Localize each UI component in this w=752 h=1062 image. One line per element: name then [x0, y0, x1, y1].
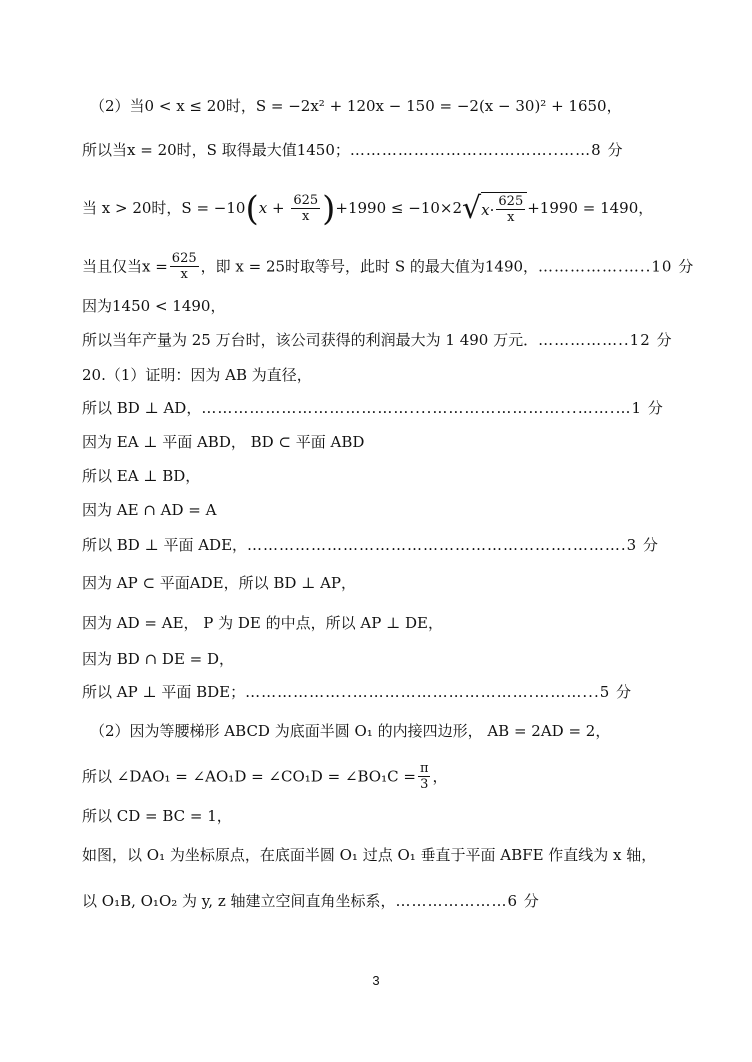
line-ea-perp-plane: 因为 EA ⊥ 平面 ABD， BD ⊂ 平面 ABD [82, 433, 365, 451]
score-dots: …………………6 分 [395, 892, 540, 910]
fraction-625-over-x-2: $\frac{625}{x}$ [498, 194, 524, 226]
line-compare: 因为1450 < 1490， [82, 297, 226, 315]
fraction-625-over-x [291, 194, 320, 225]
line-ea-perp-bd: 所以 EA ⊥ BD， [82, 467, 201, 485]
line-ap-perp-de: 因为 AD = AE， P 为 DE 的中点，所以 AP ⊥ DE， [82, 614, 443, 632]
score-dots: …………………………………………………….……….3 分 [247, 536, 659, 554]
line-ap-perp-bde [82, 683, 632, 701]
text: 当且仅当x = [82, 257, 168, 276]
text: 所以 ∠DAO₁ = ∠AO₁D = ∠CO₁D = ∠BO₁C = [82, 767, 416, 786]
score-dots: ……………..12 分 [538, 331, 673, 349]
text: ，即 x = 25时取等号，此时 S 的最大值为1490， [200, 257, 539, 276]
text: 所以当年产量为 25 万台时，该公司获得的利润最大为 1 490 万元． [82, 331, 539, 349]
line-axes [82, 892, 540, 910]
line-equality-x25 [82, 252, 694, 283]
line-bd-perp-ade [82, 536, 659, 554]
line-max-1450 [82, 141, 624, 159]
text: 所以 BD ⊥ 平面 ADE， [82, 536, 248, 554]
text: ， [432, 767, 448, 786]
sqrt-expression: √ x · $\frac{625}{x}$ [462, 192, 527, 226]
frac-den: x [302, 208, 310, 224]
line-cd-bc: 所以 CD = BC = 1， [82, 807, 232, 825]
line-coordinate-setup: 如图，以 O₁ 为坐标原点，在底面半圆 O₁ 过点 O₁ 垂直于平面 ABFE 作直线为 x 轴， [82, 846, 657, 864]
text: +1990 ≤ −10×2 [335, 199, 463, 217]
line-angles [82, 762, 448, 793]
text: 以 O₁B, O₁O₂ 为 y, z 轴建立空间直角坐标系， [82, 892, 396, 910]
fraction-pi-over-3: $\frac{\pi}{3}$ [419, 761, 429, 793]
line-case-x-gt-20: 当 x > 20时，S = −10(x + $\frac{625}{x}$ )+1990 ≤ −10×2 √ x · $\frac{625}{x}$ +1990 = 1490， [82, 189, 654, 229]
text: 所以 AP ⊥ 平面 BDE； [82, 683, 246, 701]
left-paren: ( [245, 189, 259, 229]
score-dots: …………………………………....……………………...…….…1 分 [201, 399, 664, 417]
line-bd-perp-ad [82, 399, 664, 417]
line-ap-in-ade: 因为 AP ⊂ 平面ADE，所以 BD ⊥ AP， [82, 574, 356, 592]
page-number: 3 [372, 973, 380, 988]
score-dots: ………………..…………………………….………...5 分 [245, 683, 633, 701]
score-dots: ……………………….………..……8 分 [349, 141, 624, 159]
line-conclusion-19 [82, 331, 673, 349]
frac-num: 625 [293, 192, 319, 208]
line-q20-start: 20.（1）证明：因为 AB 为直径， [82, 366, 312, 384]
text: +1990 = 1490， [527, 199, 654, 217]
score-dots: …………….…..10 分 [538, 257, 695, 276]
fraction-625-over-x-3: $\frac{625}{x}$ [171, 251, 197, 283]
line-bd-cap-de: 因为 BD ∩ DE = D， [82, 650, 235, 668]
line-case2-quadratic: （2）当0 < x ≤ 20时，S = −2x² + 120x − 150 = −2(x − 30)² + 1650， [90, 97, 622, 115]
text: 当 x > 20时，S = −10 [82, 199, 246, 217]
text: 所以当x = 20时，S 取得最大值1450； [82, 141, 350, 159]
line-part2-trapezoid: （2）因为等腰梯形 ABCD 为底面半圆 O₁ 的内接四边形， AB = 2AD = 2， [90, 722, 611, 740]
text: 所以 BD ⊥ AD， [82, 399, 202, 417]
line-ae-cap-ad: 因为 AE ∩ AD = A [82, 501, 217, 519]
right-paren: ) [322, 189, 336, 229]
